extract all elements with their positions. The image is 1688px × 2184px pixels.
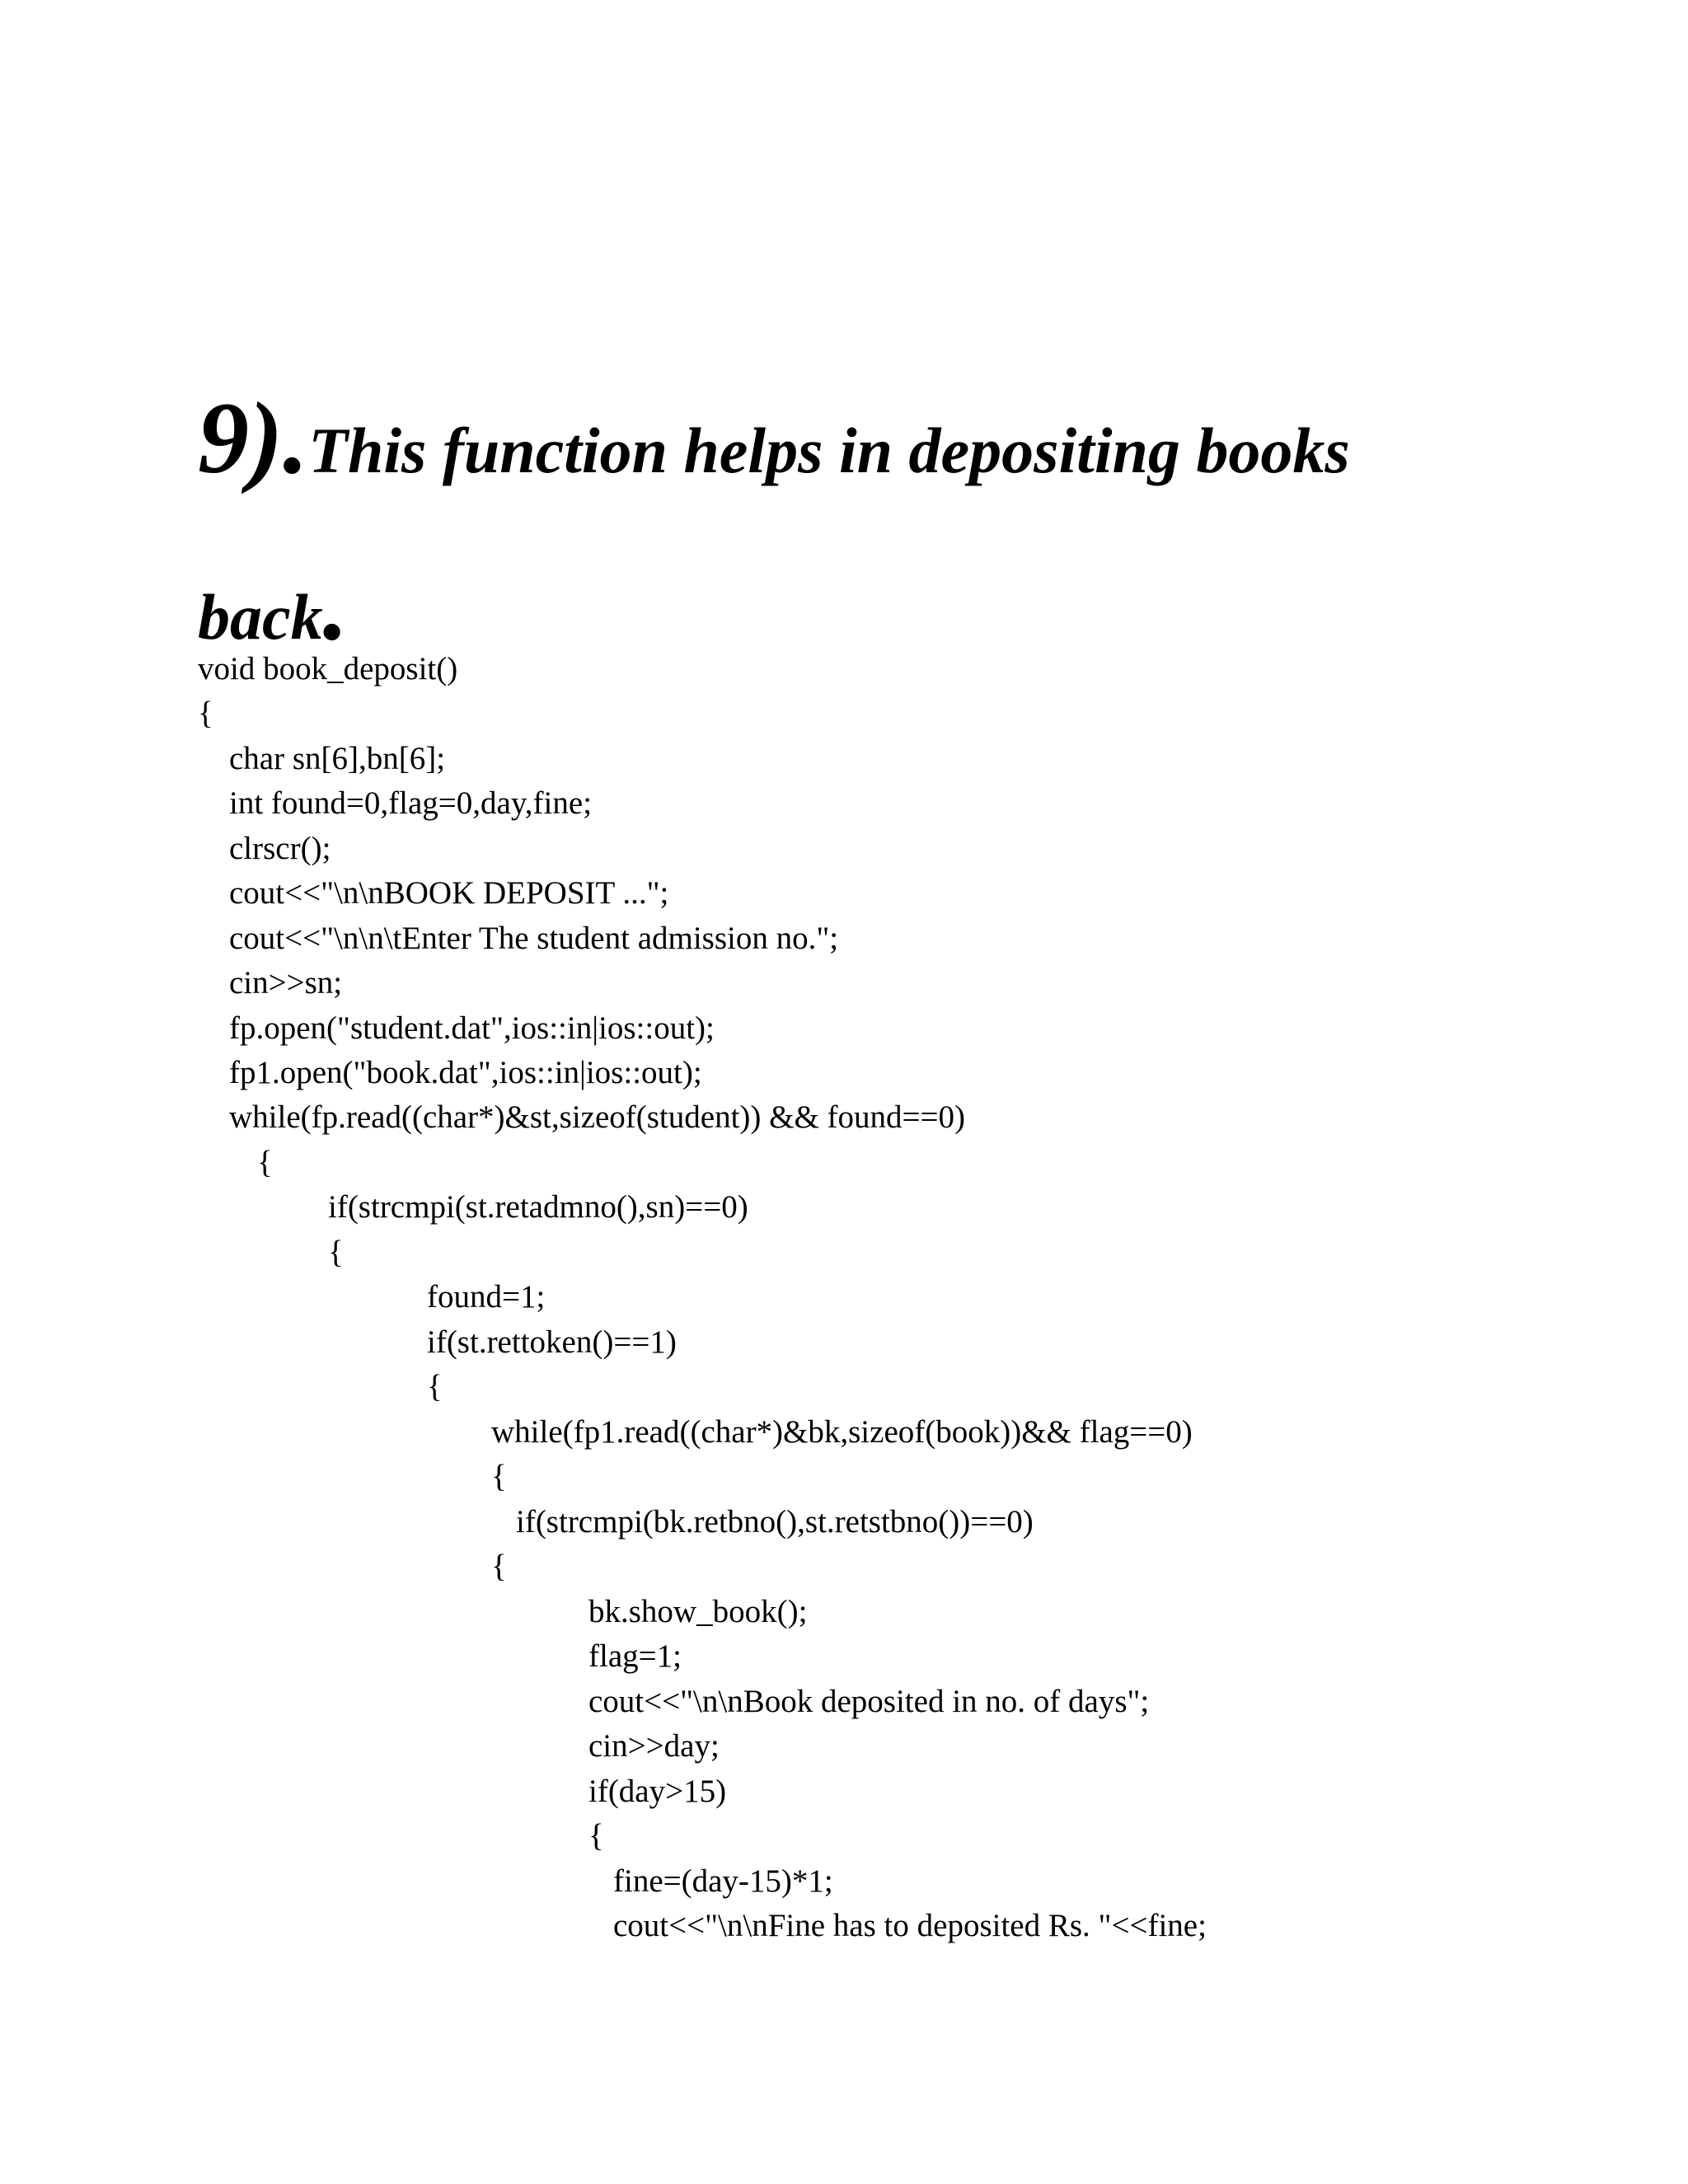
code-line: cout<<"\n\nBook deposited in no. of days"; — [588, 1684, 1150, 1719]
code-line: while(fp1.read((char*)&bk,sizeof(book))&& flag==0) — [491, 1414, 1193, 1450]
code-line: clrscr(); — [229, 831, 331, 866]
code-line: int found=0,flag=0,day,fine; — [229, 785, 593, 821]
code-line: if(st.rettoken()==1) — [427, 1324, 677, 1360]
code-line: while(fp.read((char*)&st,sizeof(student)) && found==0) — [229, 1099, 966, 1135]
section-title-period: . — [322, 548, 349, 661]
section-heading-line1 — [198, 382, 1350, 494]
code-line: { — [198, 696, 213, 731]
code-line: bk.show_book(); — [588, 1594, 808, 1629]
code-line: found=1; — [427, 1279, 546, 1315]
code-line: cout<<"\n\n\tEnter The student admission no."; — [229, 921, 839, 956]
code-line: void book_deposit() — [198, 651, 458, 687]
code-line: { — [588, 1818, 604, 1854]
code-line: fp.open("student.dat",ios::in|ios::out); — [229, 1010, 715, 1046]
code-line: { — [427, 1369, 443, 1404]
code-line: flag=1; — [588, 1638, 682, 1674]
code-line: cout<<"\n\nBOOK DEPOSIT ..."; — [229, 875, 669, 911]
section-number: 9). — [198, 382, 309, 494]
section-heading-line2 — [198, 548, 349, 661]
code-line: fp1.open("book.dat",ios::in|ios::out); — [229, 1055, 702, 1090]
code-line: fine=(day-15)*1; — [613, 1863, 833, 1899]
section-title: This function helps in depositing books — [308, 415, 1350, 486]
code-line: { — [257, 1145, 273, 1180]
code-line: if(strcmpi(st.retadmno(),sn)==0) — [328, 1189, 748, 1225]
code-line: cin>>day; — [588, 1728, 720, 1764]
code-line: { — [491, 1459, 507, 1494]
code-line: if(strcmpi(bk.retbno(),st.retstbno())==0) — [516, 1504, 1034, 1540]
section-title-continuation: back — [198, 581, 323, 653]
code-line: cout<<"\n\nFine has to deposited Rs. "<<fine; — [613, 1908, 1207, 1943]
code-line: if(day>15) — [588, 1774, 727, 1809]
code-line: cin>>sn; — [229, 965, 343, 1001]
code-line: char sn[6],bn[6]; — [229, 741, 446, 776]
code-line: { — [491, 1549, 507, 1584]
code-line: { — [328, 1235, 344, 1270]
